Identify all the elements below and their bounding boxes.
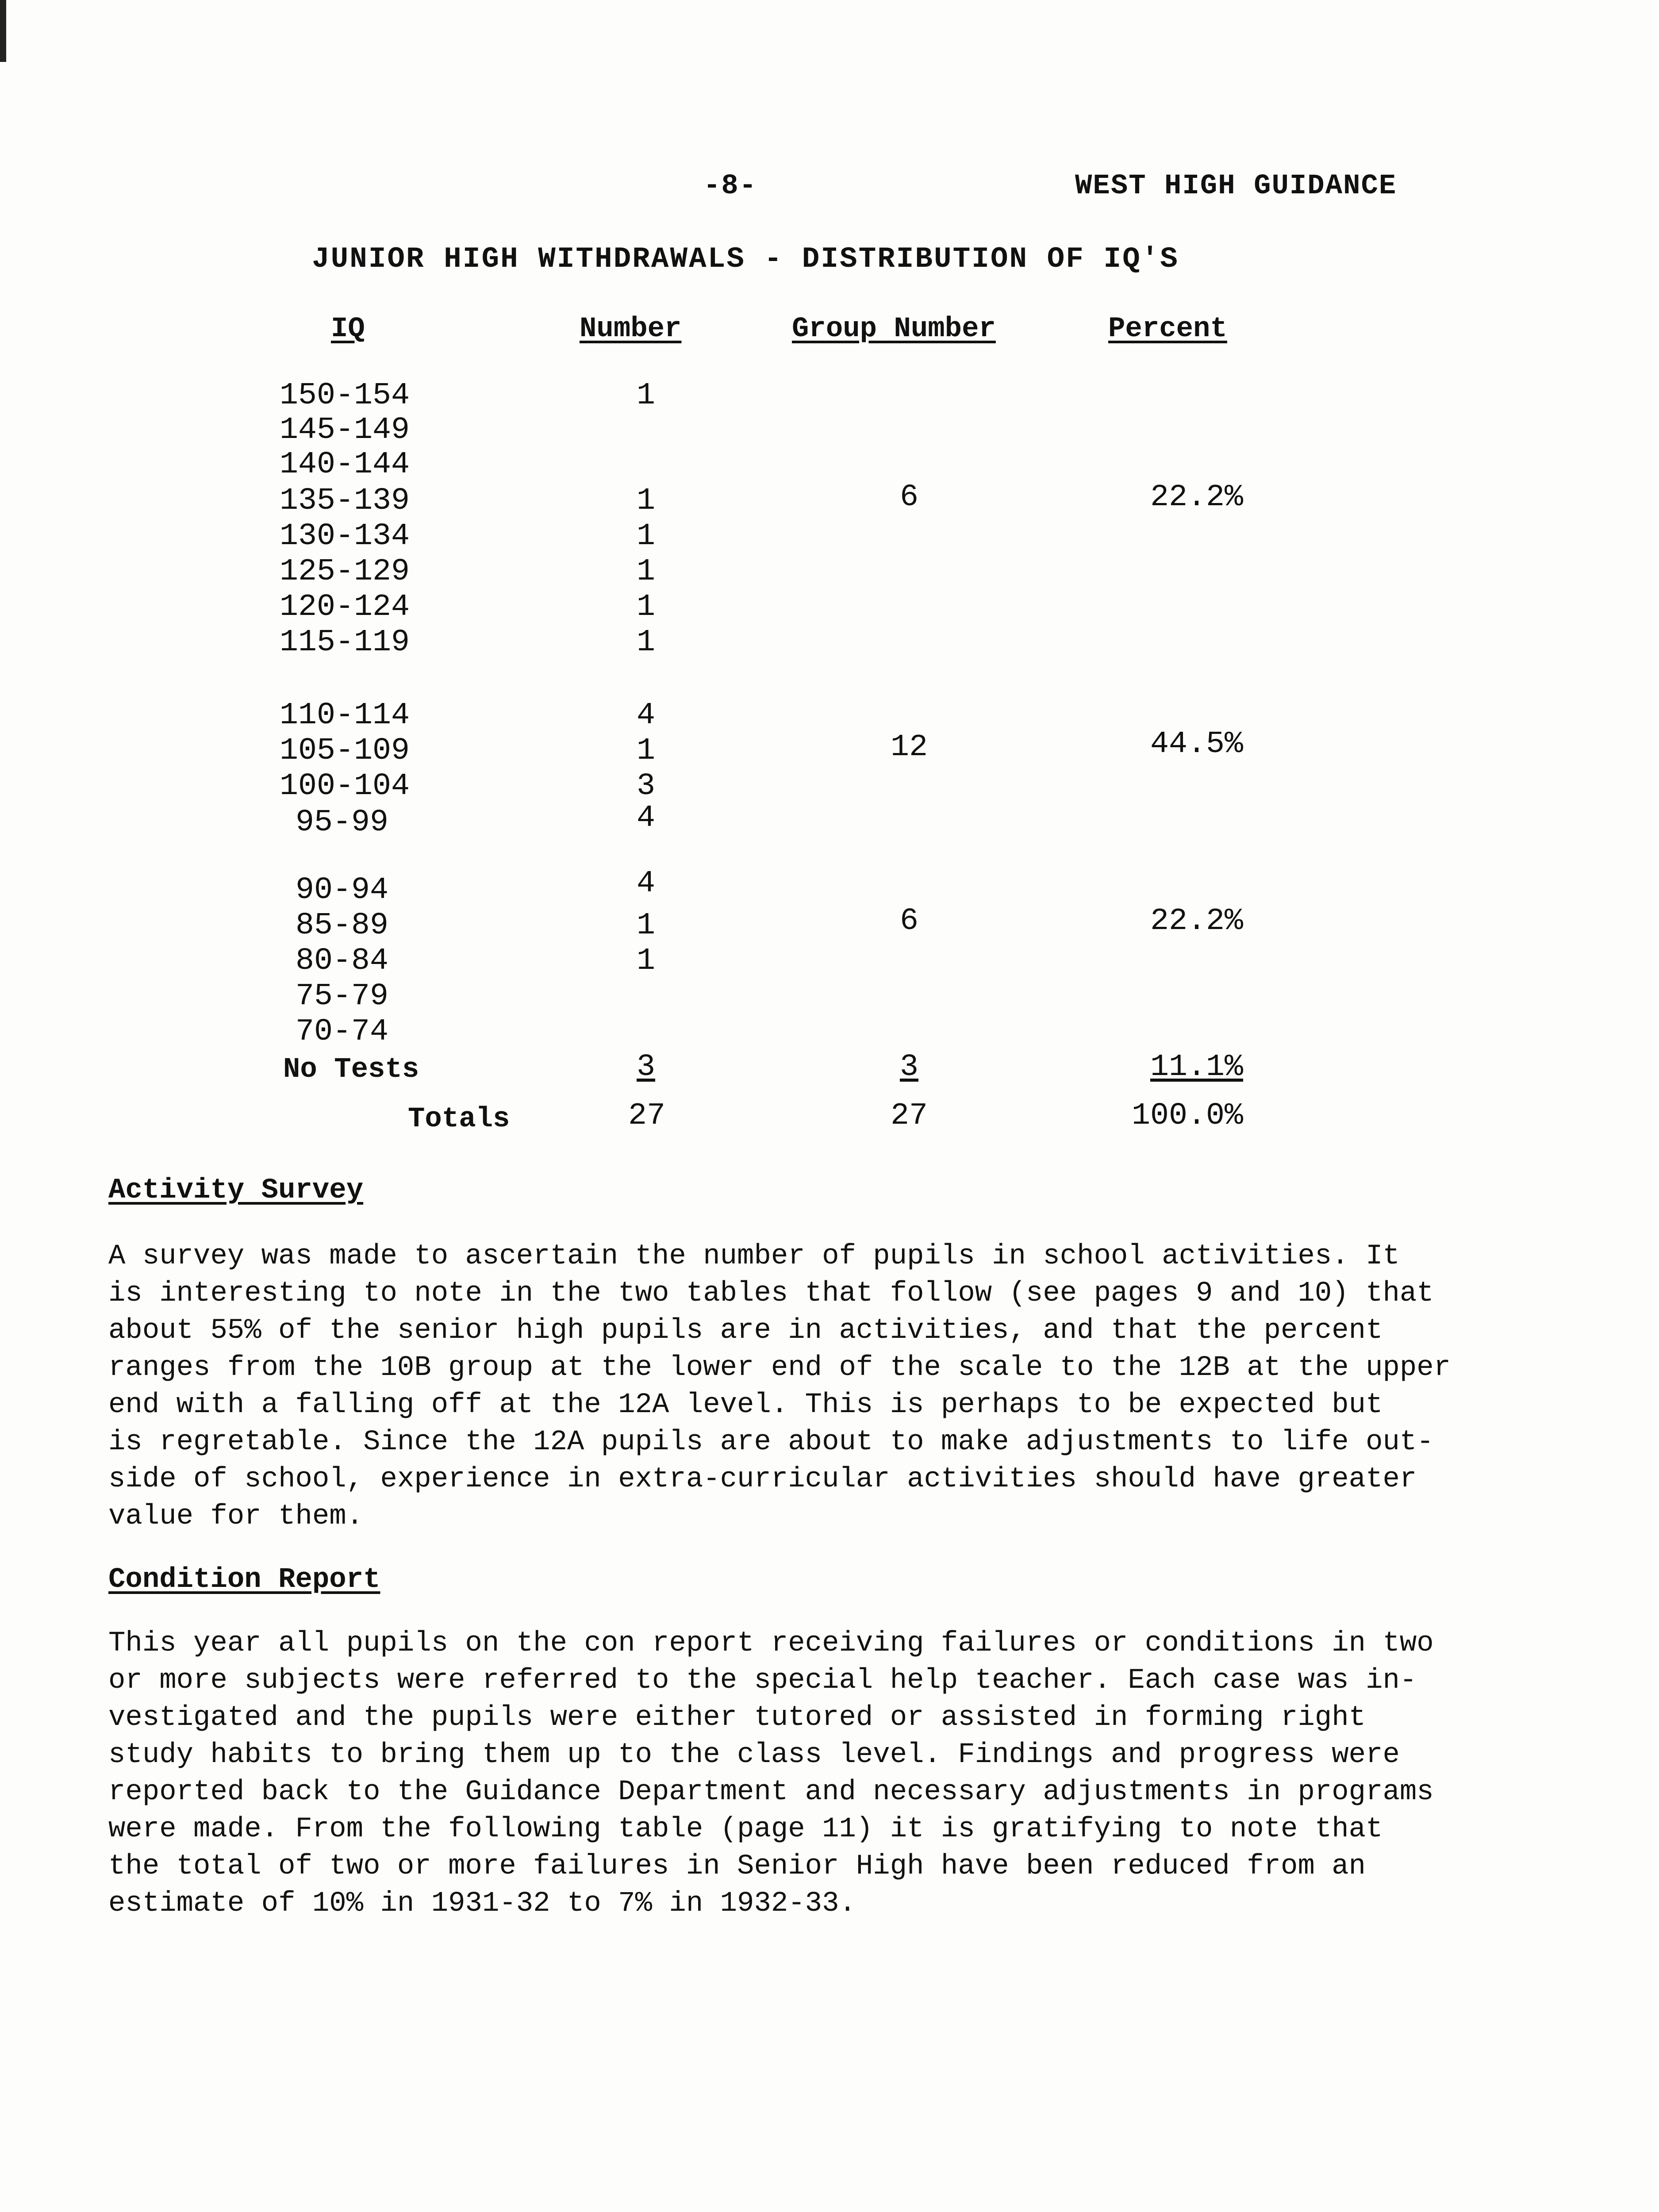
paragraph-line: ranges from the 10B group at the lower end of the scale to the 12B at the upper <box>108 1352 1451 1384</box>
paragraph-line: study habits to bring them up to the class level. Findings and progress were <box>108 1739 1400 1771</box>
paragraph-line: side of school, experience in extra-curricular activities should have greater <box>108 1463 1417 1495</box>
column-header-number: Number <box>580 313 682 345</box>
activity-survey-heading: Activity Survey <box>108 1175 364 1206</box>
iq-count: 1 <box>636 378 655 413</box>
iq-count: 1 <box>636 590 655 625</box>
iq-range: 120-124 <box>280 590 410 625</box>
totals-percent: 100.0% <box>1131 1098 1243 1133</box>
paragraph-line: or more subjects were referred to the special help teacher. Each case was in- <box>108 1665 1417 1697</box>
iq-count: 1 <box>636 519 655 554</box>
no-tests-label: No Tests <box>283 1054 419 1086</box>
iq-range: 70-74 <box>296 1014 389 1049</box>
iq-range: 140-144 <box>280 447 410 482</box>
iq-count: 4 <box>636 698 655 733</box>
iq-range: 110-114 <box>280 698 410 733</box>
condition-report-heading: Condition Report <box>108 1564 380 1596</box>
no-tests-percent: 11.1% <box>1150 1050 1243 1085</box>
iq-count: 1 <box>636 625 655 660</box>
paragraph-line: reported back to the Guidance Department and necessary adjustments in programs <box>108 1776 1434 1808</box>
condition-report-paragraph <box>108 1625 1480 1922</box>
iq-range: 150-154 <box>280 378 410 413</box>
paragraph-line: were made. From the following table (page 11) it is gratifying to note that <box>108 1813 1383 1845</box>
page-number: -8- <box>703 170 757 202</box>
iq-count: 1 <box>636 944 655 979</box>
iq-range: 135-139 <box>280 484 410 518</box>
paragraph-line: is interesting to note in the two tables that follow (see pages 9 and 10) that <box>108 1278 1434 1310</box>
paragraph-line: This year all pupils on the con report receiving failures or conditions in two <box>108 1628 1434 1659</box>
group-number: 6 <box>899 904 918 939</box>
iq-count: 1 <box>636 908 655 943</box>
iq-range: 80-84 <box>296 944 389 979</box>
group-percent: 22.2% <box>1150 904 1243 939</box>
paragraph-line: value for them. <box>108 1501 364 1532</box>
iq-range: 95-99 <box>296 805 389 840</box>
group-percent: 22.2% <box>1150 480 1243 515</box>
table-title: JUNIOR HIGH WITHDRAWALS - DISTRIBUTION OF IQ'S <box>312 242 1179 276</box>
activity-survey-paragraph <box>108 1238 1480 1535</box>
totals-number: 27 <box>628 1098 666 1133</box>
iq-count: 1 <box>636 484 655 518</box>
iq-range: 125-129 <box>280 554 410 589</box>
iq-count: 4 <box>636 801 655 836</box>
header-title: WEST HIGH GUIDANCE <box>1075 170 1397 202</box>
iq-range: 90-94 <box>296 873 389 908</box>
iq-range: 105-109 <box>280 733 410 768</box>
no-tests-group-number: 3 <box>899 1050 918 1085</box>
paragraph-line: end with a falling off at the 12A level. This is perhaps to be expected but <box>108 1389 1383 1421</box>
iq-range: 85-89 <box>296 908 389 943</box>
page-edge-mark <box>0 0 6 62</box>
iq-range: 130-134 <box>280 519 410 554</box>
paragraph-line: is regretable. Since the 12A pupils are about to make adjustments to life out- <box>108 1426 1434 1458</box>
iq-count: 3 <box>636 769 655 804</box>
paragraph-line: vestigated and the pupils were either tutored or assisted in forming right <box>108 1702 1366 1734</box>
paragraph-line: A survey was made to ascertain the number of pupils in school activities. It <box>108 1240 1400 1272</box>
column-header-group-number: Group Number <box>792 313 996 345</box>
iq-range: 75-79 <box>296 979 389 1014</box>
group-percent: 44.5% <box>1150 727 1243 762</box>
totals-label: Totals <box>408 1103 510 1135</box>
group-number: 6 <box>899 480 918 515</box>
no-tests-number: 3 <box>636 1050 655 1085</box>
group-number: 12 <box>890 730 928 765</box>
paragraph-line: estimate of 10% in 1931-32 to 7% in 1932-33. <box>108 1888 856 1920</box>
iq-count: 1 <box>636 733 655 768</box>
iq-count: 1 <box>636 554 655 589</box>
paragraph-line: about 55% of the senior high pupils are in activities, and that the percent <box>108 1315 1383 1347</box>
totals-group-number: 27 <box>890 1098 928 1133</box>
iq-range: 115-119 <box>280 625 410 660</box>
iq-range: 145-149 <box>280 413 410 448</box>
iq-range: 100-104 <box>280 769 410 804</box>
paragraph-line: the total of two or more failures in Senior High have been reduced from an <box>108 1851 1366 1882</box>
column-header-iq: IQ <box>331 313 365 345</box>
iq-count: 4 <box>636 866 655 901</box>
column-header-percent: Percent <box>1108 313 1227 345</box>
